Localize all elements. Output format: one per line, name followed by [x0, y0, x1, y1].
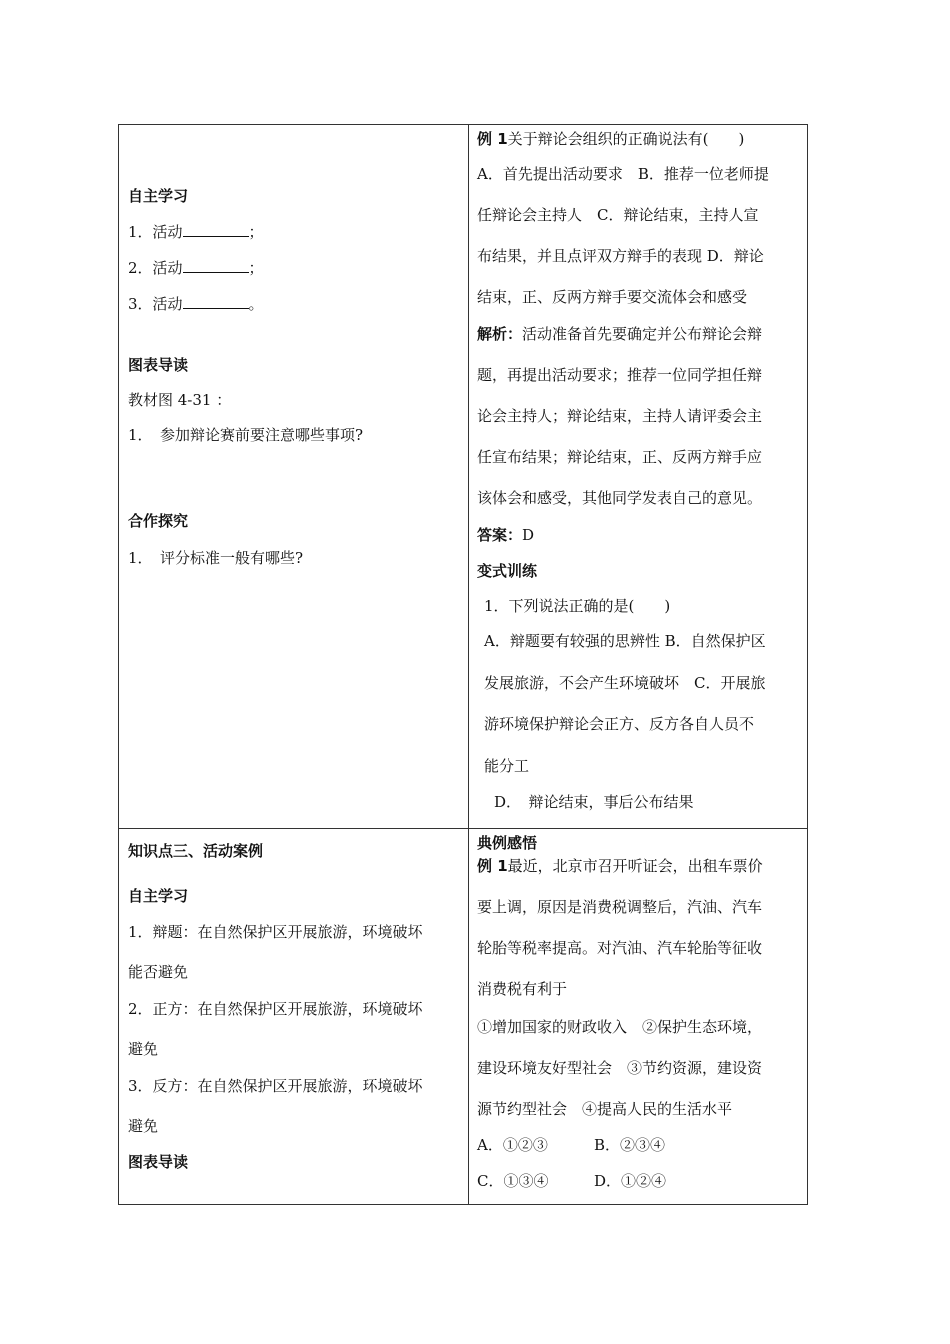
cell-bottom-right: [477, 829, 803, 1205]
case-line: 避免: [128, 1117, 159, 1135]
analysis-line: 题，再提出活动要求；推荐一位同学担任辩: [477, 366, 763, 384]
case-line: 2．正方：在自然保护区开展旅游，环境破坏: [128, 1000, 423, 1018]
analysis-line: 论会主持人；辩论结束，主持人请评委会主: [477, 407, 763, 425]
chart-question: 1． 参加辩论赛前要注意哪些事项?: [128, 426, 364, 444]
activity-item-3: 3．活动 。: [128, 295, 264, 313]
option-c: C．①③④: [477, 1172, 549, 1190]
worksheet-table: [118, 124, 808, 1205]
heading-chart-reading: 图表导读: [128, 1153, 189, 1171]
example-option-line: 布结果，并且点评双方辩手的表现 D．辩论: [477, 247, 764, 265]
analysis-line: 任宣布结果；辩论结束，正、反两方辩手应: [477, 448, 763, 466]
option-d: D．①②④: [594, 1172, 667, 1190]
analysis-line: 解析：活动准备首先要确定并公布辩论会辩: [477, 325, 763, 343]
activity-item-2: 2．活动 ；: [128, 259, 264, 277]
option-b: B．②③④: [594, 1136, 666, 1154]
activity-item-1: 1．活动 ；: [128, 223, 264, 241]
example-option-line: 结束，正、反两方辩手要交流体会和感受: [477, 288, 748, 306]
example-option-line: A．首先提出活动要求 B．推荐一位老师提: [477, 165, 769, 183]
variant-option-d: D． 辩论结束，事后公布结果: [494, 793, 694, 811]
section-title: 知识点三、活动案例: [128, 842, 264, 860]
analysis-line: 该体会和感受，其他同学发表自己的意见。: [477, 489, 763, 507]
cell-top-left: [128, 125, 464, 828]
heading-typical-example: 典例感悟: [477, 834, 538, 852]
example-line: 轮胎等税率提高。对汽油、汽车轮胎等征收: [477, 939, 763, 957]
heading-variant-training: 变式训练: [477, 562, 538, 580]
variant-question: 1．下列说法正确的是( ): [484, 597, 671, 615]
heading-self-study: 自主学习: [128, 187, 189, 205]
variant-option-line: 能分工: [484, 757, 530, 775]
case-line: 避免: [128, 1040, 159, 1058]
answer-line: 答案：D: [477, 526, 535, 544]
column-divider: [468, 125, 469, 1204]
answer-blank: [183, 222, 249, 237]
variant-option-line: A．辩题要有较强的思辨性 B．自然保护区: [484, 632, 766, 650]
cell-bottom-left: [128, 829, 464, 1205]
example-question: 例 1关于辩论会组织的正确说法有( ): [477, 130, 745, 148]
cell-top-right: [477, 125, 803, 828]
case-line: 3．反方：在自然保护区开展旅游，环境破坏: [128, 1077, 423, 1095]
variant-option-line: 游环境保护辩论会正方、反方各自人员不: [484, 715, 755, 733]
example-line: 建设环境友好型社会 ③节约资源，建设资: [477, 1059, 763, 1077]
variant-option-line: 发展旅游，不会产生环境破坏 C．开展旅: [484, 674, 766, 692]
example-line: 要上调，原因是消费税调整后，汽油、汽车: [477, 898, 763, 916]
case-line: 1．辩题：在自然保护区开展旅游，环境破坏: [128, 923, 423, 941]
example-line: ①增加国家的财政收入 ②保护生态环境，: [477, 1018, 763, 1036]
case-line: 能否避免: [128, 963, 189, 981]
example-option-line: 任辩论会主持人 C．辩论结束，主持人宣: [477, 206, 759, 224]
heading-self-study: 自主学习: [128, 887, 189, 905]
option-a: A．①②③: [477, 1136, 548, 1154]
answer-blank: [183, 294, 249, 309]
answer-blank: [183, 258, 249, 273]
heading-cooperative-inquiry: 合作探究: [128, 512, 189, 530]
heading-chart-reading: 图表导读: [128, 356, 189, 374]
example-line: 消费税有利于: [477, 980, 568, 998]
cooperative-question: 1． 评分标准一般有哪些?: [128, 549, 304, 567]
example-line: 例 1最近，北京市召开听证会，出租车票价: [477, 857, 763, 875]
chart-reference: 教材图 4-31 ：: [128, 391, 232, 409]
example-line: 源节约型社会 ④提高人民的生活水平: [477, 1100, 733, 1118]
